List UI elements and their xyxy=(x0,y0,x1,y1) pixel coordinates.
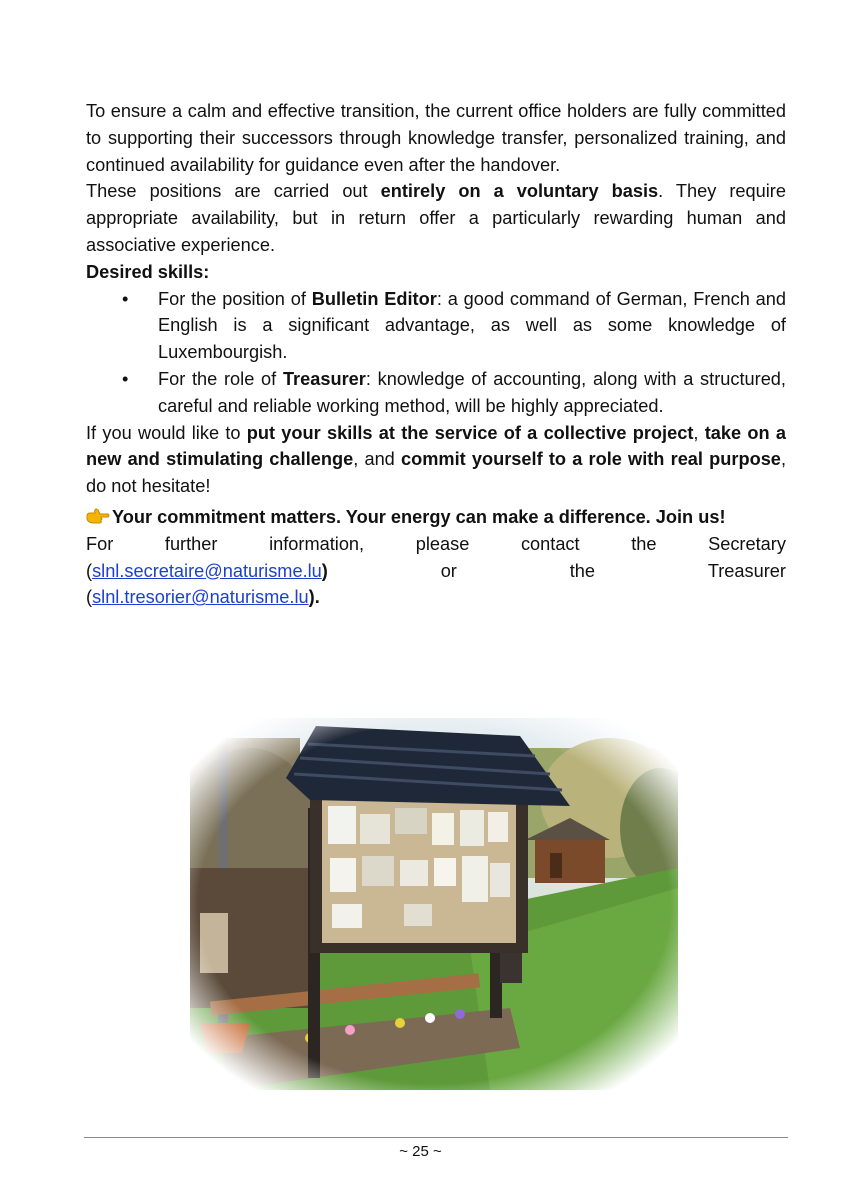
paren: ( xyxy=(86,560,93,581)
contact-word: contact xyxy=(520,533,580,554)
item-text-end: : knowledge of accounting, along with a structured, careful and reliable working method, will be highly appreciated. xyxy=(158,368,786,416)
contact-word: information, xyxy=(269,533,365,554)
secretary-contact xyxy=(86,558,328,585)
appeal-emphasis-3: commit yourself to a role with real purpose xyxy=(401,449,781,470)
contact-word: please xyxy=(415,533,470,554)
item-text: For the position of xyxy=(158,288,312,309)
skills-list xyxy=(86,286,786,420)
paren: ( xyxy=(86,587,93,608)
appeal-paragraph xyxy=(86,420,786,500)
voluntary-text: These positions are carried out xyxy=(86,181,381,202)
paren: ) xyxy=(321,560,328,581)
contact-word: the xyxy=(631,533,657,554)
voluntary-emphasis: entirely on a voluntary basis xyxy=(380,181,659,202)
contact-line-3 xyxy=(86,584,786,611)
appeal-text-end: , do not hesitate! xyxy=(86,449,786,497)
voluntary-paragraph xyxy=(86,178,786,258)
pointing-hand-icon xyxy=(86,504,112,531)
page-number: ~ 25 ~ xyxy=(399,1143,442,1160)
cta-text: Your commitment matters. Your energy can make a difference. Join us! xyxy=(112,506,726,527)
appeal-sep-2: , and xyxy=(353,449,401,470)
footer-rule xyxy=(84,1137,788,1138)
contact-word: the xyxy=(569,560,595,581)
bulletin-editor-role: Bulletin Editor xyxy=(311,288,437,309)
paren: ). xyxy=(308,587,320,608)
page-body xyxy=(86,98,786,611)
list-item xyxy=(86,286,786,366)
appeal-emphasis-1: put your skills at the service of a collective project xyxy=(246,422,694,443)
call-to-action xyxy=(86,504,786,531)
contact-word: Treasurer xyxy=(707,560,786,581)
notice-board-photo xyxy=(190,718,678,1090)
appeal-text: If you would like to xyxy=(86,422,247,443)
appeal-sep-1: , xyxy=(693,422,705,443)
contact-word: For xyxy=(86,533,114,554)
skills-heading: Desired skills: xyxy=(86,261,210,282)
contact-word: Secretary xyxy=(708,533,786,554)
treasurer-role: Treasurer xyxy=(282,368,366,389)
appeal-emphasis-2: take on a new and stimulating challenge xyxy=(86,422,786,470)
list-item xyxy=(86,366,786,420)
item-text-end: : a good command of German, French and English is a significant advantage, as well as some knowledge of Luxembourgish. xyxy=(158,288,786,363)
transition-paragraph: To ensure a calm and effective transition, the current office holders are fully committed to supporting their successors through knowledge transfer, personalized training, and continued availability for guidance even after the handover. xyxy=(86,101,786,175)
contact-line-1 xyxy=(86,531,786,558)
secretary-email-link[interactable]: slnl.secretaire@naturisme.lu xyxy=(92,560,322,581)
contact-line-2 xyxy=(86,558,786,585)
contact-word: or xyxy=(440,560,457,581)
voluntary-text-end: . They require appropriate availability, but in return offer a particularly rewarding human and associative experience. xyxy=(86,181,786,255)
contact-word: further xyxy=(164,533,218,554)
item-text: For the role of xyxy=(158,368,283,389)
treasurer-email-link[interactable]: slnl.tresorier@naturisme.lu xyxy=(92,587,309,608)
